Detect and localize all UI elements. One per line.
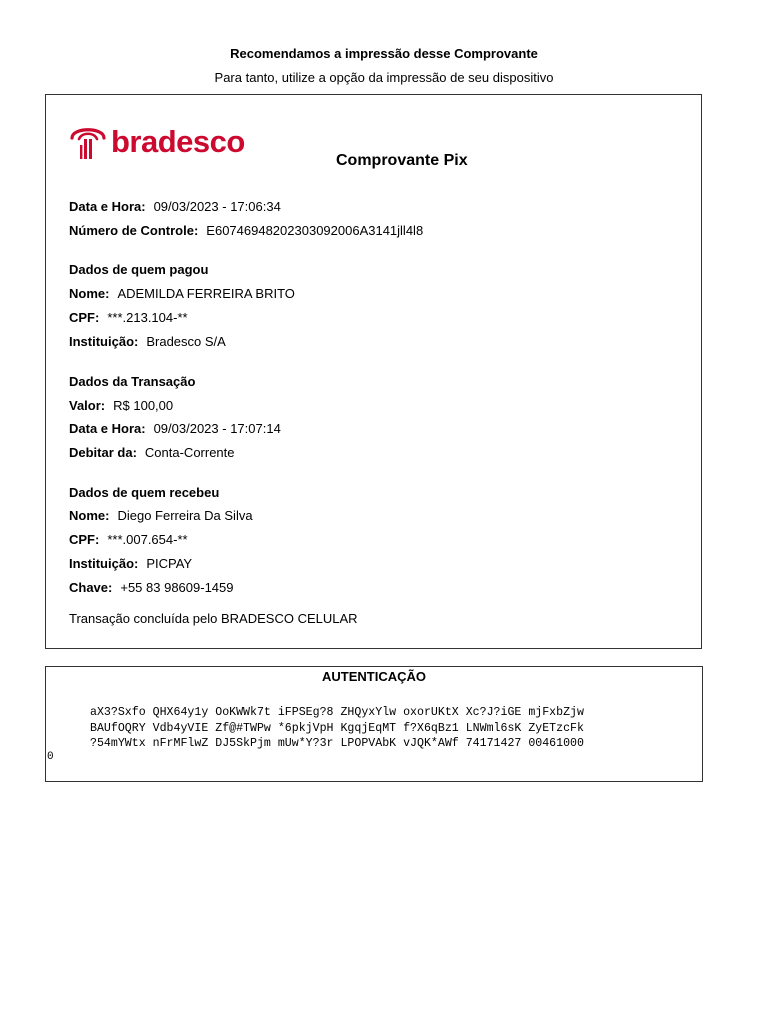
debit-account-value: Conta-Corrente	[144, 445, 235, 460]
payer-name-row	[69, 286, 295, 301]
authentication-code-line: ?54mYWtx nFrMFlwZ DJ5SkPjm mUw*Y?3r LPOPVAbK vJQK*AWf 74171427 00461000	[90, 737, 584, 750]
authentication-code-line: BAUfOQRY Vdb4yVIE Zf@#TWPw *6pkjVpH KgqjEqMT f?X6qBz1 LNWml6sK ZyETzcFk	[90, 721, 584, 735]
payer-cpf-value: ***.213.104-**	[107, 310, 188, 325]
payer-cpf-label: CPF:	[69, 310, 100, 325]
datetime-label: Data e Hora:	[69, 199, 146, 214]
bradesco-wordmark: bradesco	[111, 123, 245, 159]
control-number-row	[69, 223, 423, 238]
transaction-value-amount: R$ 100,00	[113, 398, 174, 413]
receiver-institution-label: Instituição:	[69, 556, 139, 571]
transaction-section-title: Dados da Transação	[69, 374, 196, 389]
transaction-datetime-value: 09/03/2023 - 17:07:14	[153, 421, 281, 436]
print-instruction-text: Para tanto, utilize a opção da impressão de seu dispositivo	[214, 70, 554, 85]
payer-institution-label: Instituição:	[69, 334, 139, 349]
print-recommendation-heading: Recomendamos a impressão desse Comprovante	[230, 46, 538, 61]
receipt-title: Comprovante Pix	[336, 152, 468, 169]
authentication-title: AUTENTICAÇÃO	[322, 669, 426, 684]
control-number-label: Número de Controle:	[69, 223, 199, 238]
receiver-institution-row	[69, 556, 192, 571]
authentication-code-line: aX3?Sxfo QHX64y1y OoKWWk7t iFPSEg?8 ZHQyxYlw oxorUKtX Xc?J?iGE mjFxbZjw	[90, 706, 584, 719]
transaction-value-row	[69, 398, 173, 413]
receiver-name-row	[69, 508, 253, 523]
payer-name-label: Nome:	[69, 286, 110, 301]
receiver-cpf-row	[69, 532, 188, 547]
transaction-completed-note: Transação concluída pelo BRADESCO CELULAR	[69, 611, 358, 626]
receiver-key-row	[69, 580, 234, 595]
datetime-value: 09/03/2023 - 17:06:34	[153, 199, 281, 214]
payer-cpf-row	[69, 310, 188, 325]
payer-institution-row	[69, 334, 226, 349]
pix-receipt-panel	[45, 94, 702, 649]
payer-section-title: Dados de quem pagou	[69, 262, 209, 277]
receiver-name-value: Diego Ferreira Da Silva	[117, 508, 253, 523]
bradesco-logo	[68, 121, 245, 161]
authentication-panel	[45, 666, 703, 782]
bradesco-tree-icon	[68, 121, 108, 161]
payer-institution-value: Bradesco S/A	[146, 334, 226, 349]
authentication-code	[90, 705, 584, 752]
receiver-cpf-label: CPF:	[69, 532, 100, 547]
authentication-trailing-char: 0	[47, 751, 54, 763]
receiver-section-title: Dados de quem recebeu	[69, 485, 220, 500]
receiver-cpf-value: ***.007.654-**	[107, 532, 188, 547]
transaction-datetime-label: Data e Hora:	[69, 421, 146, 436]
receiver-key-value: +55 83 98609-1459	[120, 580, 234, 595]
transaction-datetime-row	[69, 421, 281, 436]
receiver-institution-value: PICPAY	[146, 556, 193, 571]
debit-account-label: Debitar da:	[69, 445, 137, 460]
receiver-name-label: Nome:	[69, 508, 110, 523]
control-number-value: E60746948202303092006A3141jll4l8	[206, 223, 424, 238]
debit-account-row	[69, 445, 235, 460]
datetime-row	[69, 199, 281, 214]
payer-name-value: ADEMILDA FERREIRA BRITO	[117, 286, 295, 301]
transaction-value-label: Valor:	[69, 398, 106, 413]
receiver-key-label: Chave:	[69, 580, 113, 595]
